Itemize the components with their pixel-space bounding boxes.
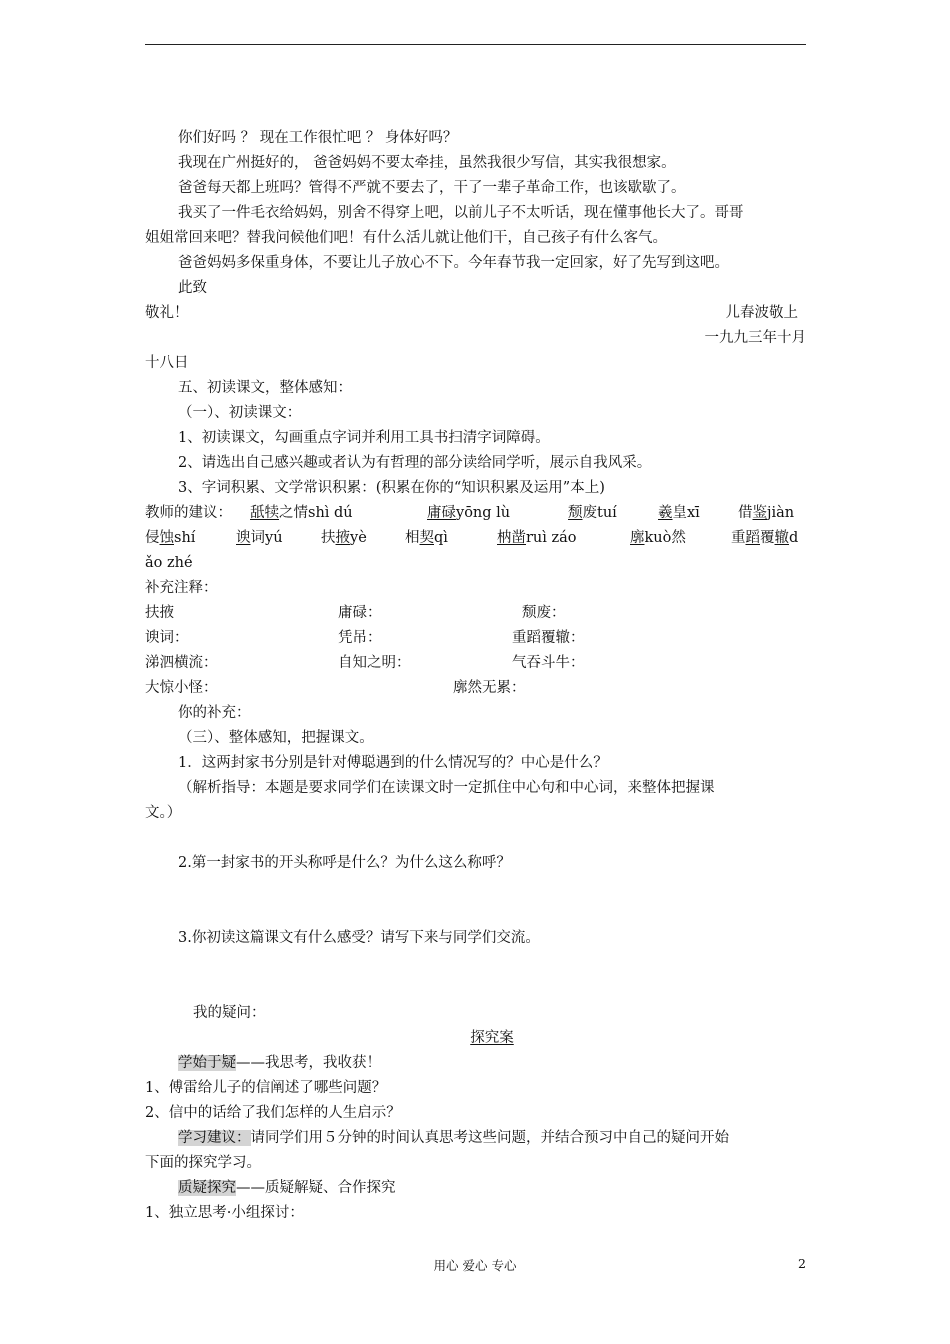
letter-date-cont: 十八日 xyxy=(145,355,189,371)
letter-closing: 此致 xyxy=(178,280,207,296)
note-term: 廓然无累： xyxy=(453,680,526,696)
highlight: 质疑探究 xyxy=(178,1180,236,1196)
question: 1．这两封家书分别是针对傅聪遇到的什么情况写的？中心是什么？ xyxy=(178,755,608,771)
explore-heading xyxy=(178,1178,396,1198)
vocab-text: 废tuí xyxy=(582,505,617,521)
vocab-lead: 教师的建议： xyxy=(145,505,232,521)
vocab-underlined: 枘凿 xyxy=(497,530,526,546)
vocab-text: d xyxy=(789,530,799,546)
vocab-word xyxy=(145,528,195,548)
hint: （解析指导：本题是要求同学们在读课文时一定抓住中心句和中心词，来整体把握课 xyxy=(178,780,715,796)
vocab-word xyxy=(497,528,577,548)
explore-heading xyxy=(178,1053,381,1073)
notes-yours: 你的补充： xyxy=(178,705,251,721)
vocab-text: 词yú xyxy=(250,530,283,546)
vocab-text: 重 xyxy=(731,530,746,546)
advice-text: 请同学们用５分钟的时间认真思考这些问题，并结合预习中自己的疑问开始 xyxy=(250,1130,729,1146)
vocab-text: 侵 xyxy=(145,530,160,546)
explore-advice xyxy=(178,1128,729,1148)
vocab-text: 之情shì dú xyxy=(279,505,353,521)
vocab-underlined: 蚀 xyxy=(159,530,174,546)
letter-salute: 敬礼！ xyxy=(145,305,189,321)
vocab-word xyxy=(731,528,798,548)
vocab-underlined: 蹈 xyxy=(745,530,760,546)
letter-line: 姐姐常回来吧？替我问候他们吧！有什么活儿就让他们干，自己孩子有什么客气。 xyxy=(145,230,667,246)
vocab-underlined: 契 xyxy=(419,530,434,546)
vocab-word xyxy=(568,503,617,523)
letter-line: 我买了一件毛衣给妈妈，别舍不得穿上吧，以前儿子不太听话，现在懂事他长大了。哥哥 xyxy=(178,205,744,221)
explore-task: 1、独立思考·小组探讨： xyxy=(145,1205,304,1221)
section-heading: 五、初读课文，整体感知： xyxy=(178,380,352,396)
vocab-word xyxy=(405,528,448,548)
note-term: 气吞斗牛： xyxy=(512,655,585,671)
highlight: 学习建议： xyxy=(178,1130,251,1146)
explore-advice-cont: 下面的探究学习。 xyxy=(145,1155,261,1171)
vocab-underlined: 辙 xyxy=(774,530,789,546)
vocab-underlined: 鉴 xyxy=(752,505,767,521)
vocab-text: 扶 xyxy=(321,530,336,546)
hint-cont: 文。） xyxy=(145,805,182,821)
subsection-heading: （一）、初读课文： xyxy=(178,405,302,421)
vocab-word xyxy=(250,503,353,523)
vocab-underlined: 掖 xyxy=(335,530,350,546)
vocab-underlined: 羲 xyxy=(658,505,673,521)
note-term: 谀词： xyxy=(145,630,189,646)
vocab-text: 皇xī xyxy=(672,505,700,521)
note-term: 大惊小怪： xyxy=(145,680,218,696)
task-item: 2、请选出自己感兴趣或者认为有哲理的部分读给同学听，展示自我风采。 xyxy=(178,455,652,471)
notes-heading: 补充注释： xyxy=(145,580,218,596)
vocab-underlined: 舐犊 xyxy=(250,505,279,521)
vocab-text: 覆 xyxy=(760,530,775,546)
vocab-underlined: 庸碌 xyxy=(427,505,456,521)
question: 2.第一封家书的开头称呼是什么？为什么这么称呼？ xyxy=(178,855,511,871)
explore-question: 2、信中的话给了我们怎样的人生启示？ xyxy=(145,1105,401,1121)
note-term: 凭吊： xyxy=(338,630,382,646)
letter-line: 爸爸每天都上班吗？管得不严就不要去了，干了一辈子革命工作，也该歇歇了。 xyxy=(178,180,686,196)
vocab-word xyxy=(630,528,686,548)
note-term: 自知之明： xyxy=(338,655,411,671)
heading-rest: ——我思考，我收获！ xyxy=(236,1055,381,1071)
vocab-text: qì xyxy=(434,530,448,546)
letter-date: 一九九三年十月 xyxy=(704,330,806,346)
vocab-word xyxy=(236,528,283,548)
vocab-text: 借 xyxy=(738,505,753,521)
vocab-text: yè xyxy=(350,530,367,546)
vocab-word xyxy=(427,503,510,523)
vocab-text: jiàn xyxy=(767,505,795,521)
task-item: 1、初读课文，勾画重点字词并利用工具书扫清字词障碍。 xyxy=(178,430,550,446)
doubt-label: 我的疑问： xyxy=(193,1005,266,1021)
explore-question: 1、傅雷给儿子的信阐述了哪些问题？ xyxy=(145,1080,387,1096)
letter-line: 你们好吗 ？ 现在工作很忙吧 ？ 身体好吗？ xyxy=(178,130,458,146)
note-term: 扶掖 xyxy=(145,605,174,621)
vocab-cont: ǎo zhé xyxy=(145,555,193,571)
note-term: 重蹈覆辙： xyxy=(512,630,585,646)
vocab-word xyxy=(658,503,700,523)
vocab-word xyxy=(321,528,367,548)
header-rule xyxy=(145,44,806,45)
vocab-text: shí xyxy=(174,530,196,546)
vocab-text: kuò然 xyxy=(644,530,686,546)
vocab-word xyxy=(738,503,794,523)
vocab-text: yōng lù xyxy=(456,505,511,521)
section-title: 探究案 xyxy=(470,1030,514,1046)
letter-line: 爸爸妈妈多保重身体，不要让儿子放心不下。今年春节我一定回家，好了先写到这吧。 xyxy=(178,255,729,271)
vocab-text: ruì záo xyxy=(526,530,577,546)
note-term: 庸碌： xyxy=(338,605,382,621)
page-footer: 用心 爱心 专心 xyxy=(433,1258,517,1273)
vocab-text: 相 xyxy=(405,530,420,546)
letter-line: 我现在广州挺好的， 爸爸妈妈不要太牵挂，虽然我很少写信，其实我很想家。 xyxy=(178,155,676,171)
vocab-underlined: 谀 xyxy=(236,530,251,546)
note-term: 涕泗横流： xyxy=(145,655,218,671)
heading-rest: ——质疑解疑、合作探究 xyxy=(236,1180,396,1196)
vocab-underlined: 廓 xyxy=(630,530,645,546)
vocab-underlined: 颓 xyxy=(568,505,583,521)
note-term: 颓废： xyxy=(522,605,566,621)
page-number: 2 xyxy=(798,1256,806,1271)
question: 3.你初读这篇课文有什么感受？请写下来与同学们交流。 xyxy=(178,930,540,946)
highlight: 学始于疑 xyxy=(178,1055,236,1071)
task-item: 3、字词积累、文学常识积累：(积累在你的“知识积累及运用”本上) xyxy=(178,480,605,496)
letter-signature: 儿春波敬上 xyxy=(725,305,798,321)
subsection-heading: （三）、整体感知，把握课文。 xyxy=(178,730,374,746)
